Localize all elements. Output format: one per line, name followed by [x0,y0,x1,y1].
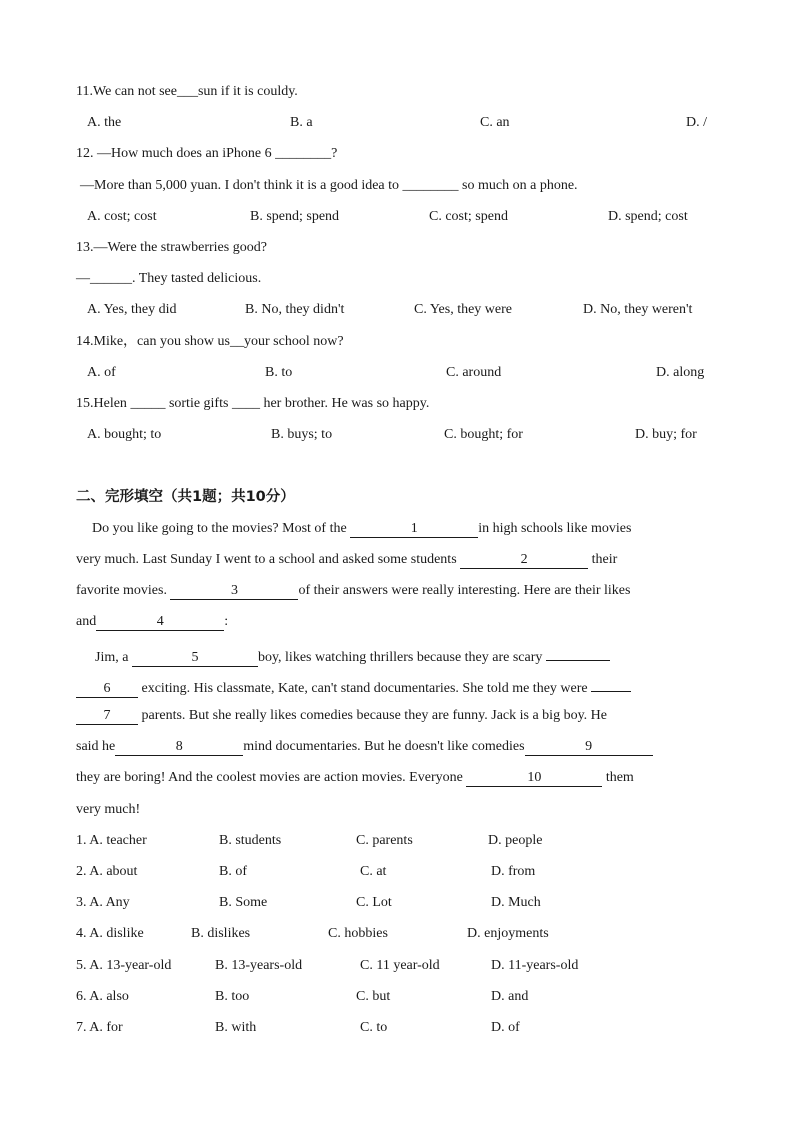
answer-blank: __ [230,334,244,349]
cloze-options-6 [0,987,794,1007]
option-d: D. along [656,365,705,380]
option-c: C. around [446,365,502,380]
option-a: 1. A. teacher [76,833,147,848]
passage-line: said he 8 mind documentaries. But he doesn't like comedies 9 [0,737,794,757]
option-a: 2. A. about [76,864,138,879]
option-d: D. 11-years-old [491,958,579,973]
blank-1[interactable]: 1 [350,521,478,538]
option-d: D. No, they weren't [583,302,693,317]
passage-line: Do you like going to the movies? Most of the 1 in high schools like movies [92,521,632,536]
blank-6[interactable]: 6 [76,681,138,698]
option-d: D. Much [491,895,541,910]
option-c: C. to [360,1020,388,1035]
option-c: C. parents [356,833,413,848]
option-c: C. but [356,989,391,1004]
passage-line: Jim, a 5 boy, likes watching thrillers because they are scary [0,644,794,664]
option-d: D. from [491,864,536,879]
option-a: 5. A. 13-year-old [76,958,172,973]
option-b: B. students [219,833,282,848]
option-c: C. hobbies [328,926,388,941]
blank-2[interactable]: 2 [460,552,588,569]
option-b: B. dislikes [191,926,251,941]
blank-4[interactable]: 4 [96,614,224,631]
question-13-response [0,269,794,289]
answer-blank: ___ [176,84,198,99]
option-a: 3. A. Any [76,895,130,910]
question-text: 14.Mike，can you show us__your school now? [76,334,344,349]
option-b: B. 13-years-old [215,958,303,973]
option-c: C. Yes, they were [414,302,512,317]
blank-9[interactable]: 9 [525,739,653,756]
passage-line: they are boring! And the coolest movies are action movies. Everyone 10 them [76,770,634,785]
cloze-options-2 [0,862,794,882]
option-a: 7. A. for [76,1020,123,1035]
question-text: 11.We can not see___sun if it is couldy. [76,84,298,99]
question-15-options [0,425,794,445]
option-b: B. with [215,1020,257,1035]
question-12-options [0,207,794,227]
blank-6-start[interactable] [546,644,610,661]
option-a: A. the [87,115,122,130]
passage-line: favorite movies. 3 of their answers were really interesting. Here are their likes [76,583,631,598]
cloze-options-4 [0,924,794,944]
option-d: D. of [491,1020,520,1035]
option-d: D. buy; for [635,427,697,442]
question-11-options [0,113,794,133]
option-d: D. and [491,989,529,1004]
option-c: C. cost; spend [429,209,508,224]
option-c: C. Lot [356,895,392,910]
option-d: D. spend; cost [608,209,688,224]
question-text: —More than 5,000 yuan. I don't think it is a good idea to ________ so much on a phone. [80,178,578,193]
option-a: 4. A. dislike [76,926,144,941]
question-text: 12. —How much does an iPhone 6 ________? [76,146,338,161]
question-text: 13.—Were the strawberries good? [76,240,267,255]
answer-blank: ______ [90,271,132,286]
question-11-stem [0,82,794,102]
answer-blank: ____ [231,396,260,411]
question-12-response [0,176,794,196]
option-b: B. too [215,989,250,1004]
question-14-options [0,363,794,383]
blank-5[interactable]: 5 [132,650,258,667]
cloze-options-3 [0,893,794,913]
option-c: C. bought; for [444,427,523,442]
question-13-stem [0,238,794,258]
option-a: A. cost; cost [87,209,157,224]
question-15-stem [0,394,794,414]
question-13-options [0,300,794,320]
option-c: C. an [480,115,510,130]
option-b: B. buys; to [271,427,333,442]
passage-line: 6 exciting. His classmate, Kate, can't stand documentaries. She told me they were [0,675,794,695]
option-a: A. bought; to [87,427,162,442]
option-b: B. Some [219,895,268,910]
blank-7-start[interactable] [591,675,631,692]
option-a: A. Yes, they did [87,302,177,317]
passage-line: and 4 : [76,614,229,629]
option-d: D. people [488,833,543,848]
option-b: B. to [265,365,293,380]
answer-blank: ________ [275,146,332,161]
option-b: B. No, they didn't [245,302,345,317]
question-12-stem [0,144,794,164]
option-b: B. a [290,115,313,130]
option-b: B. of [219,864,247,879]
answer-blank: _____ [130,396,166,411]
question-text: 15.Helen _____ sortie gifts ____ her brother. He was so happy. [76,396,430,411]
option-d: D. enjoyments [467,926,549,941]
blank-8[interactable]: 8 [115,739,243,756]
section-title: 二、完形填空（共1题；共10分） [76,489,295,505]
option-c: C. 11 year-old [360,958,440,973]
blank-7[interactable]: 7 [76,708,138,725]
cloze-options-5 [0,956,794,976]
answer-blank: ________ [402,178,459,193]
cloze-options-1 [0,831,794,851]
passage-line: very much! [76,802,141,817]
option-d: D. / [686,115,707,130]
passage-line: very much. Last Sunday I went to a school and asked some students 2 their [76,552,618,567]
option-b: B. spend; spend [250,209,340,224]
blank-10[interactable]: 10 [466,770,602,787]
passage-line: 7 parents. But she really likes comedies because they are funny. Jack is a big boy. He [0,706,794,726]
option-c: C. at [360,864,387,879]
blank-3[interactable]: 3 [170,583,298,600]
question-text: —______. They tasted delicious. [76,271,262,286]
option-a: 6. A. also [76,989,129,1004]
option-a: A. of [87,365,116,380]
question-14-stem [0,332,794,352]
cloze-options-7 [0,1018,794,1038]
section-heading [0,487,794,507]
